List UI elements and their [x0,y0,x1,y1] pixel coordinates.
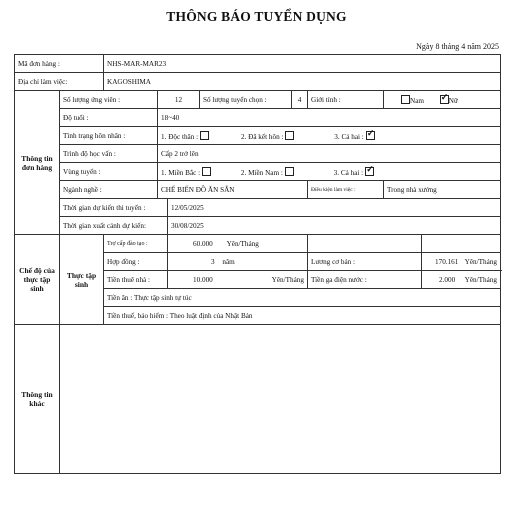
region-label: Vùng tuyển : [60,163,158,181]
page-title: THÔNG BÁO TUYỂN DỤNG [166,9,347,24]
tax-info: Tiền thuế, bảo hiểm : Theo luật định của Nhật Bản [104,307,501,325]
allowance-unit: Yên/Tháng [226,239,259,248]
contract-unit: năm [222,257,235,266]
order-label: Mã đơn hàng : [15,55,104,73]
interview-count-label: Số lượng ứng viên : [60,91,158,109]
female-label: Nữ [448,96,458,105]
south-checkbox[interactable] [285,167,294,176]
female-checkbox[interactable] [440,95,449,104]
section-order-info-title: Thông tin đơn hàng [15,91,60,235]
salary-unit: Yên/Tháng [464,257,498,266]
married-checkbox[interactable] [285,131,294,140]
order-value: NHS-MAR-MAR23 [104,55,501,73]
region-both-label: 3. Cả hai : [333,168,364,177]
rent-cell [168,271,308,289]
hire-count-value: 4 [292,91,308,109]
allowance-cell [168,235,308,253]
job-value: CHẾ BIẾN ĐỒ ĂN SẴN [158,181,308,199]
contract-cell [168,253,308,271]
age-value: 18~40 [158,109,501,127]
rent-unit: Yên/Tháng [271,275,304,284]
region-both-checkbox[interactable] [365,167,374,176]
workplace-row [15,73,501,91]
salary-value: 170.161 [435,257,459,266]
education-value: Cấp 2 trở lên [158,145,501,163]
other-info-content [60,325,501,474]
marital-options [158,127,501,145]
section-benefits-title: Chế độ của thực tập sinh [15,235,60,325]
utility-label: Tiền ga điện nước : [308,271,422,289]
region-south-label: 2. Miền Nam : [240,168,283,177]
document-date: Ngày 8 tháng 4 năm 2025 [416,42,499,51]
gender-options [384,91,501,109]
section-trainee-title: Thực tập sinh [60,235,104,325]
departure-date-value: 30/08/2025 [168,217,501,235]
north-checkbox[interactable] [202,167,211,176]
marital-both-checkbox[interactable] [366,131,375,140]
salary-label: Lương cơ bản : [308,253,422,271]
utility-value: 2.000 [439,275,456,284]
departure-date-label: Thời gian xuất cảnh dự kiến: [60,217,168,235]
workplace-value: KAGOSHIMA [104,73,501,91]
marital-both-label: 3. Cả hai : [334,132,364,141]
job-label: Ngành nghề : [60,181,158,199]
recruitment-form [14,54,501,474]
work-condition-value: Trong nhà xưởng [384,181,501,199]
rent-value: 10.000 [193,275,213,284]
section-other-info-title: Thông tin khác [15,325,60,474]
food-info: Tiền ăn : Thực tập sinh tự túc [104,289,501,307]
contract-years: 3 [211,257,215,266]
marital-label: Tình trạng hôn nhân : [60,127,158,145]
work-condition-label: Điều kiện làm việc : [308,181,384,199]
workplace-label: Địa chỉ làm việc: [15,73,104,91]
allowance-value: 60.000 [193,239,213,248]
hire-count-label: Số lượng tuyển chọn : [200,91,292,109]
male-checkbox[interactable] [401,95,410,104]
salary-cell [422,253,501,271]
region-north-label: 1. Miền Bắc : [161,168,201,177]
exam-date-value: 12/05/2025 [168,199,501,217]
age-label: Độ tuổi : [60,109,158,127]
marital-married-label: 2. Đã kết hôn : [240,132,284,141]
utility-unit: Yên/Tháng [464,275,498,284]
exam-date-label: Thời gian dự kiến thi tuyển : [60,199,168,217]
marital-single-label: 1. Độc thân : [161,132,199,141]
gender-label: Giới tính : [308,91,384,109]
male-label: Nam [410,96,424,105]
utility-cell [422,271,501,289]
allowance-label: Trợ cấp đào tạo : [104,235,168,253]
education-label: Trình độ học vấn : [60,145,158,163]
interview-count-value: 12 [158,91,200,109]
order-row [15,55,501,73]
region-options [158,163,501,181]
rent-label: Tiền thuê nhà : [104,271,168,289]
single-checkbox[interactable] [200,131,209,140]
contract-label: Hợp đồng : [104,253,168,271]
